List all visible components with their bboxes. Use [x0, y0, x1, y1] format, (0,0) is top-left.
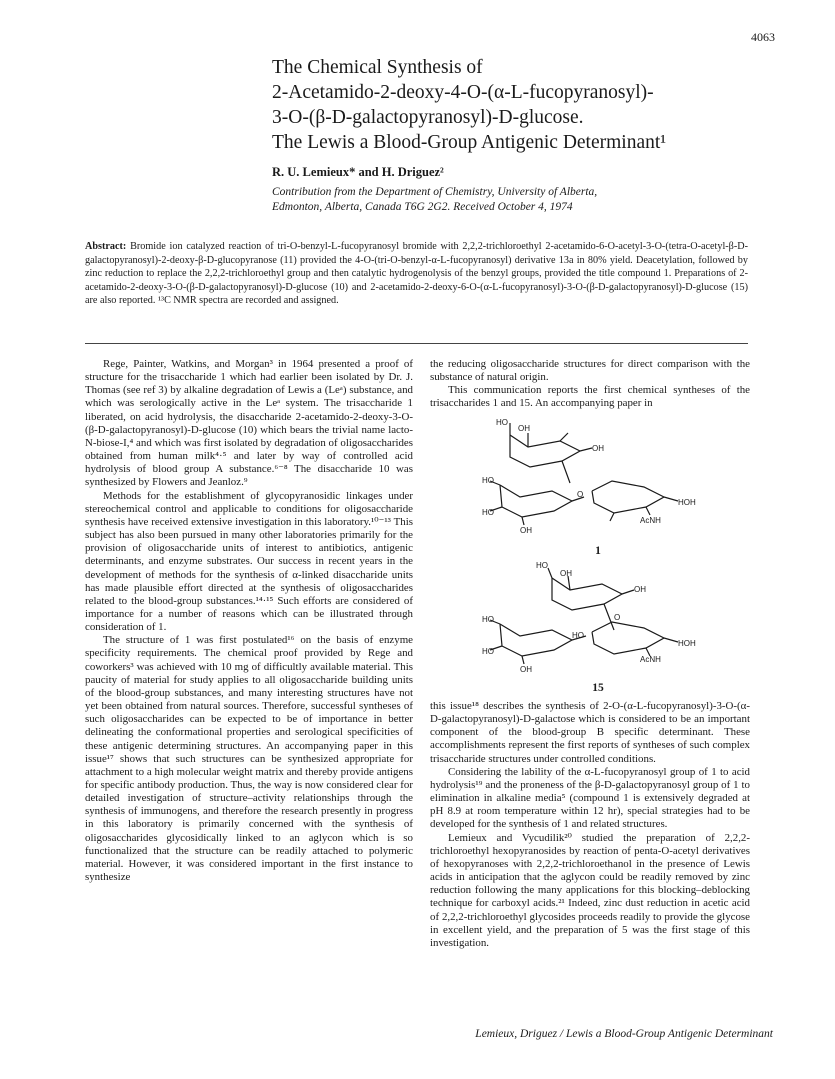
struct1-oh-glc: HOH	[678, 498, 696, 507]
affiliation	[272, 185, 792, 215]
struct1-o-link: O	[577, 490, 584, 499]
structure-15-diagram	[480, 560, 730, 672]
paragraph: This communication reports the first chemical syntheses of the trisaccharides 1 and 15. An accompanying paper in	[430, 384, 750, 410]
title-line: 3-O-(β-D-galactopyranosyl)-D-glucose.	[272, 107, 584, 128]
struct1-ho-gal: HO	[482, 476, 494, 485]
abstract-label: Abstract:	[85, 241, 127, 252]
struct1-oh-top: OH	[518, 424, 530, 433]
affiliation-line: Edmonton, Alberta, Canada T6G 2G2. Received October 4, 1974	[272, 201, 573, 213]
title-line: The Lewis a Blood-Group Antigenic Determinant¹	[272, 132, 667, 153]
struct15-ho-mid: HO	[572, 631, 584, 640]
struct1-ho-top: HO	[496, 418, 508, 427]
authors: R. U. Lemieux* and H. Driguez²	[272, 165, 444, 179]
running-footer: Lemieux, Driguez / Lewis a Blood-Group Antigenic Determinant	[475, 1028, 773, 1040]
structure-1-diagram	[480, 415, 730, 533]
left-column	[85, 358, 413, 884]
page-number: 4063	[751, 30, 775, 44]
struct15-ho-bottom: HO	[482, 647, 494, 656]
right-column-top	[430, 358, 750, 411]
title-line: The Chemical Synthesis of	[272, 57, 483, 78]
struct1-oh-fuc: OH	[592, 444, 604, 453]
struct15-ho-gal: HO	[482, 615, 494, 624]
struct15-ho-top: HO	[536, 561, 548, 570]
paragraph: Methods for the establishment of glycopyranosidic linkages under stereochemical control and applicable to conditions for oligosaccharide synthesis have received extensive investigation in this laboratory.¹⁰⁻¹³ This subject has also been pursued in many other laboratories primarily for the provision of oligosaccharide units of interest to antibiotics, antigenic determinants, and enzyme substrates. Our success in recent years in the development of methods for the synthesis of α-linked disaccharide units has made plausible effort directed at the synthesis of oligosaccharides related to the blood-group substances.¹⁴·¹⁵ Such efforts are considered of importance for a number of reasons which can be illustrated through consideration of 1.	[85, 489, 413, 634]
struct15-acnh: AcNH	[640, 655, 661, 664]
title-block	[272, 55, 792, 155]
paragraph: the reducing oligosaccharide structures for direct comparison with the substance of natural origin.	[430, 358, 750, 384]
struct15-o-link: O	[614, 613, 621, 622]
paragraph: The structure of 1 was first postulated¹⁶ on the basis of enzyme specificity requirements. The chemical proof provided by Rege and coworkers³ was achieved with 10 mg of difficultly available material. This paucity of material for study applies to all oligosaccharide building units of the blood-group substances, and many interesting structures have not yet been obtained from natural sources. Therefore, successful syntheses of such oligosaccharides can be expected to be of importance in better delineating the conformational properties and serological specificities of these antigenic determining structures. An accompanying paper in this issue¹⁷ shows that such structures can be synthesized appropriate for attachment to a high molecular weight matrix and thereby provide antigens for specific antibody production. Thus, the way is now considered clear for detailed investigation of structure–activity relationships through the synthesis of immunogens, and therefore the research presently in progress in this laboratory is primarily concerned with the synthesis of oligosaccharides glycosidically linked to an aglycon which is so functionalized that the structure can be readily attached to polymeric material. However, it was considered important in the first instance to synthesize	[85, 634, 413, 884]
paragraph: this issue¹⁸ describes the synthesis of 2-O-(α-L-fucopyranosyl)-3-O-(α-D-galactopyranosyl)-D-galactose which is considered to be an important component of the blood-group B specific determinant. These accomplishments represent the first reports of syntheses of such complex trisaccharide structures under controlled conditions.	[430, 700, 750, 765]
struct1-acnh: AcNH	[640, 516, 661, 525]
abstract-divider	[85, 343, 748, 344]
struct1-ho-bottom: HO	[482, 508, 494, 517]
struct1-oh-bottom: OH	[520, 526, 532, 533]
struct15-oh-top: OH	[560, 569, 572, 578]
right-column-bottom	[430, 700, 750, 950]
title-line: 2-Acetamido-2-deoxy-4-O-(α-L-fucopyranosyl)-	[272, 82, 654, 103]
structure-1-label: 1	[595, 545, 601, 557]
paragraph: Rege, Painter, Watkins, and Morgan³ in 1964 presented a proof of structure for the trisaccharide 1 which had earlier been isolated by Dr. J. Thomas (see ref 3) by alkaline degradation of Lewis a (Leᵃ) substance, and which was serologically active in the Leᵃ system. The trisaccharide 1 liberated, on acid hydrolysis, the disaccharide 2-acetamido-2-deoxy-3-O-(β-D-galactopyranosyl)-D-glucose (10) which bears the trivial name lacto-N-biose-I,⁴ and which was first isolated by degradation of oligosaccharides obtained from human milk⁴·⁵ and later by way of controlled acid hydrolysis of blood group A substance.⁶⁻⁸ The disaccharide 10 was synthesized by Flowers and Jeanloz.⁹	[85, 358, 413, 489]
struct15-oh-bottom: OH	[520, 665, 532, 672]
structure-15-label: 15	[592, 682, 604, 694]
affiliation-line: Contribution from the Department of Chemistry, University of Alberta,	[272, 186, 598, 198]
paragraph: Considering the lability of the α-L-fucopyranosyl group of 1 to acid hydrolysis¹⁹ and the proneness of the β-D-galactopyranosyl group of 1 to elimination in alkaline media⁵ (compound 1 is extensively degraded at pH 8.9 at room temperature within 12 hr), special strategies had to be developed for the synthesis of 1 and related structures.	[430, 765, 750, 831]
abstract	[85, 240, 748, 308]
abstract-text: Bromide ion catalyzed reaction of tri-O-benzyl-L-fucopyranosyl bromide with 2,2,2-trichloroethyl 2-acetamido-6-O-acetyl-3-O-(tetra-O-acetyl-β-D-galactopyranosyl)-2-deoxy-β-D-glucopyranose (11) provided the 4-O-(tri-O-benzyl-α-L-fucopyranosyl) derivative 13a in 80% yield. Deacetylation, followed by zinc reduction to replace the 2,2,2-trichloroethyl group and then catalytic hydrogenolysis of the benzyl groups, provided the title compound 1. Preparations of 2-acetamido-2-deoxy-3-O-(β-D-galactopyranosyl)-D-glucose (10) and 2-acetamido-2-deoxy-6-O-(α-L-fucopyranosyl)-3-O-(β-D-galactopyranosyl)-D-glucose (15) are also reported. ¹³C NMR spectra are recorded and assigned.	[85, 241, 748, 306]
struct15-oh-fuc: OH	[634, 585, 646, 594]
paragraph: Lemieux and Vycudilik²⁰ studied the preparation of 2,2,2-trichloroethyl hexopyranosides by reaction of penta-O-acetyl derivatives of hexopyranoses with 2,2,2-trichloroethanol in the presence of Lewis acids in anticipation that the aglycon could be readily removed by zinc reduction following the many applications for this blocking–deblocking technique for carboxyl acids.²¹ Indeed, zinc dust reduction in acetic acid of 2,2,2-trichloroethyl glycosides proceeds readily to provide the glycose in excellent yield, and the preparation of 5 was the first stage of this investigation.	[430, 831, 750, 949]
struct15-oh-glc: HOH	[678, 639, 696, 648]
